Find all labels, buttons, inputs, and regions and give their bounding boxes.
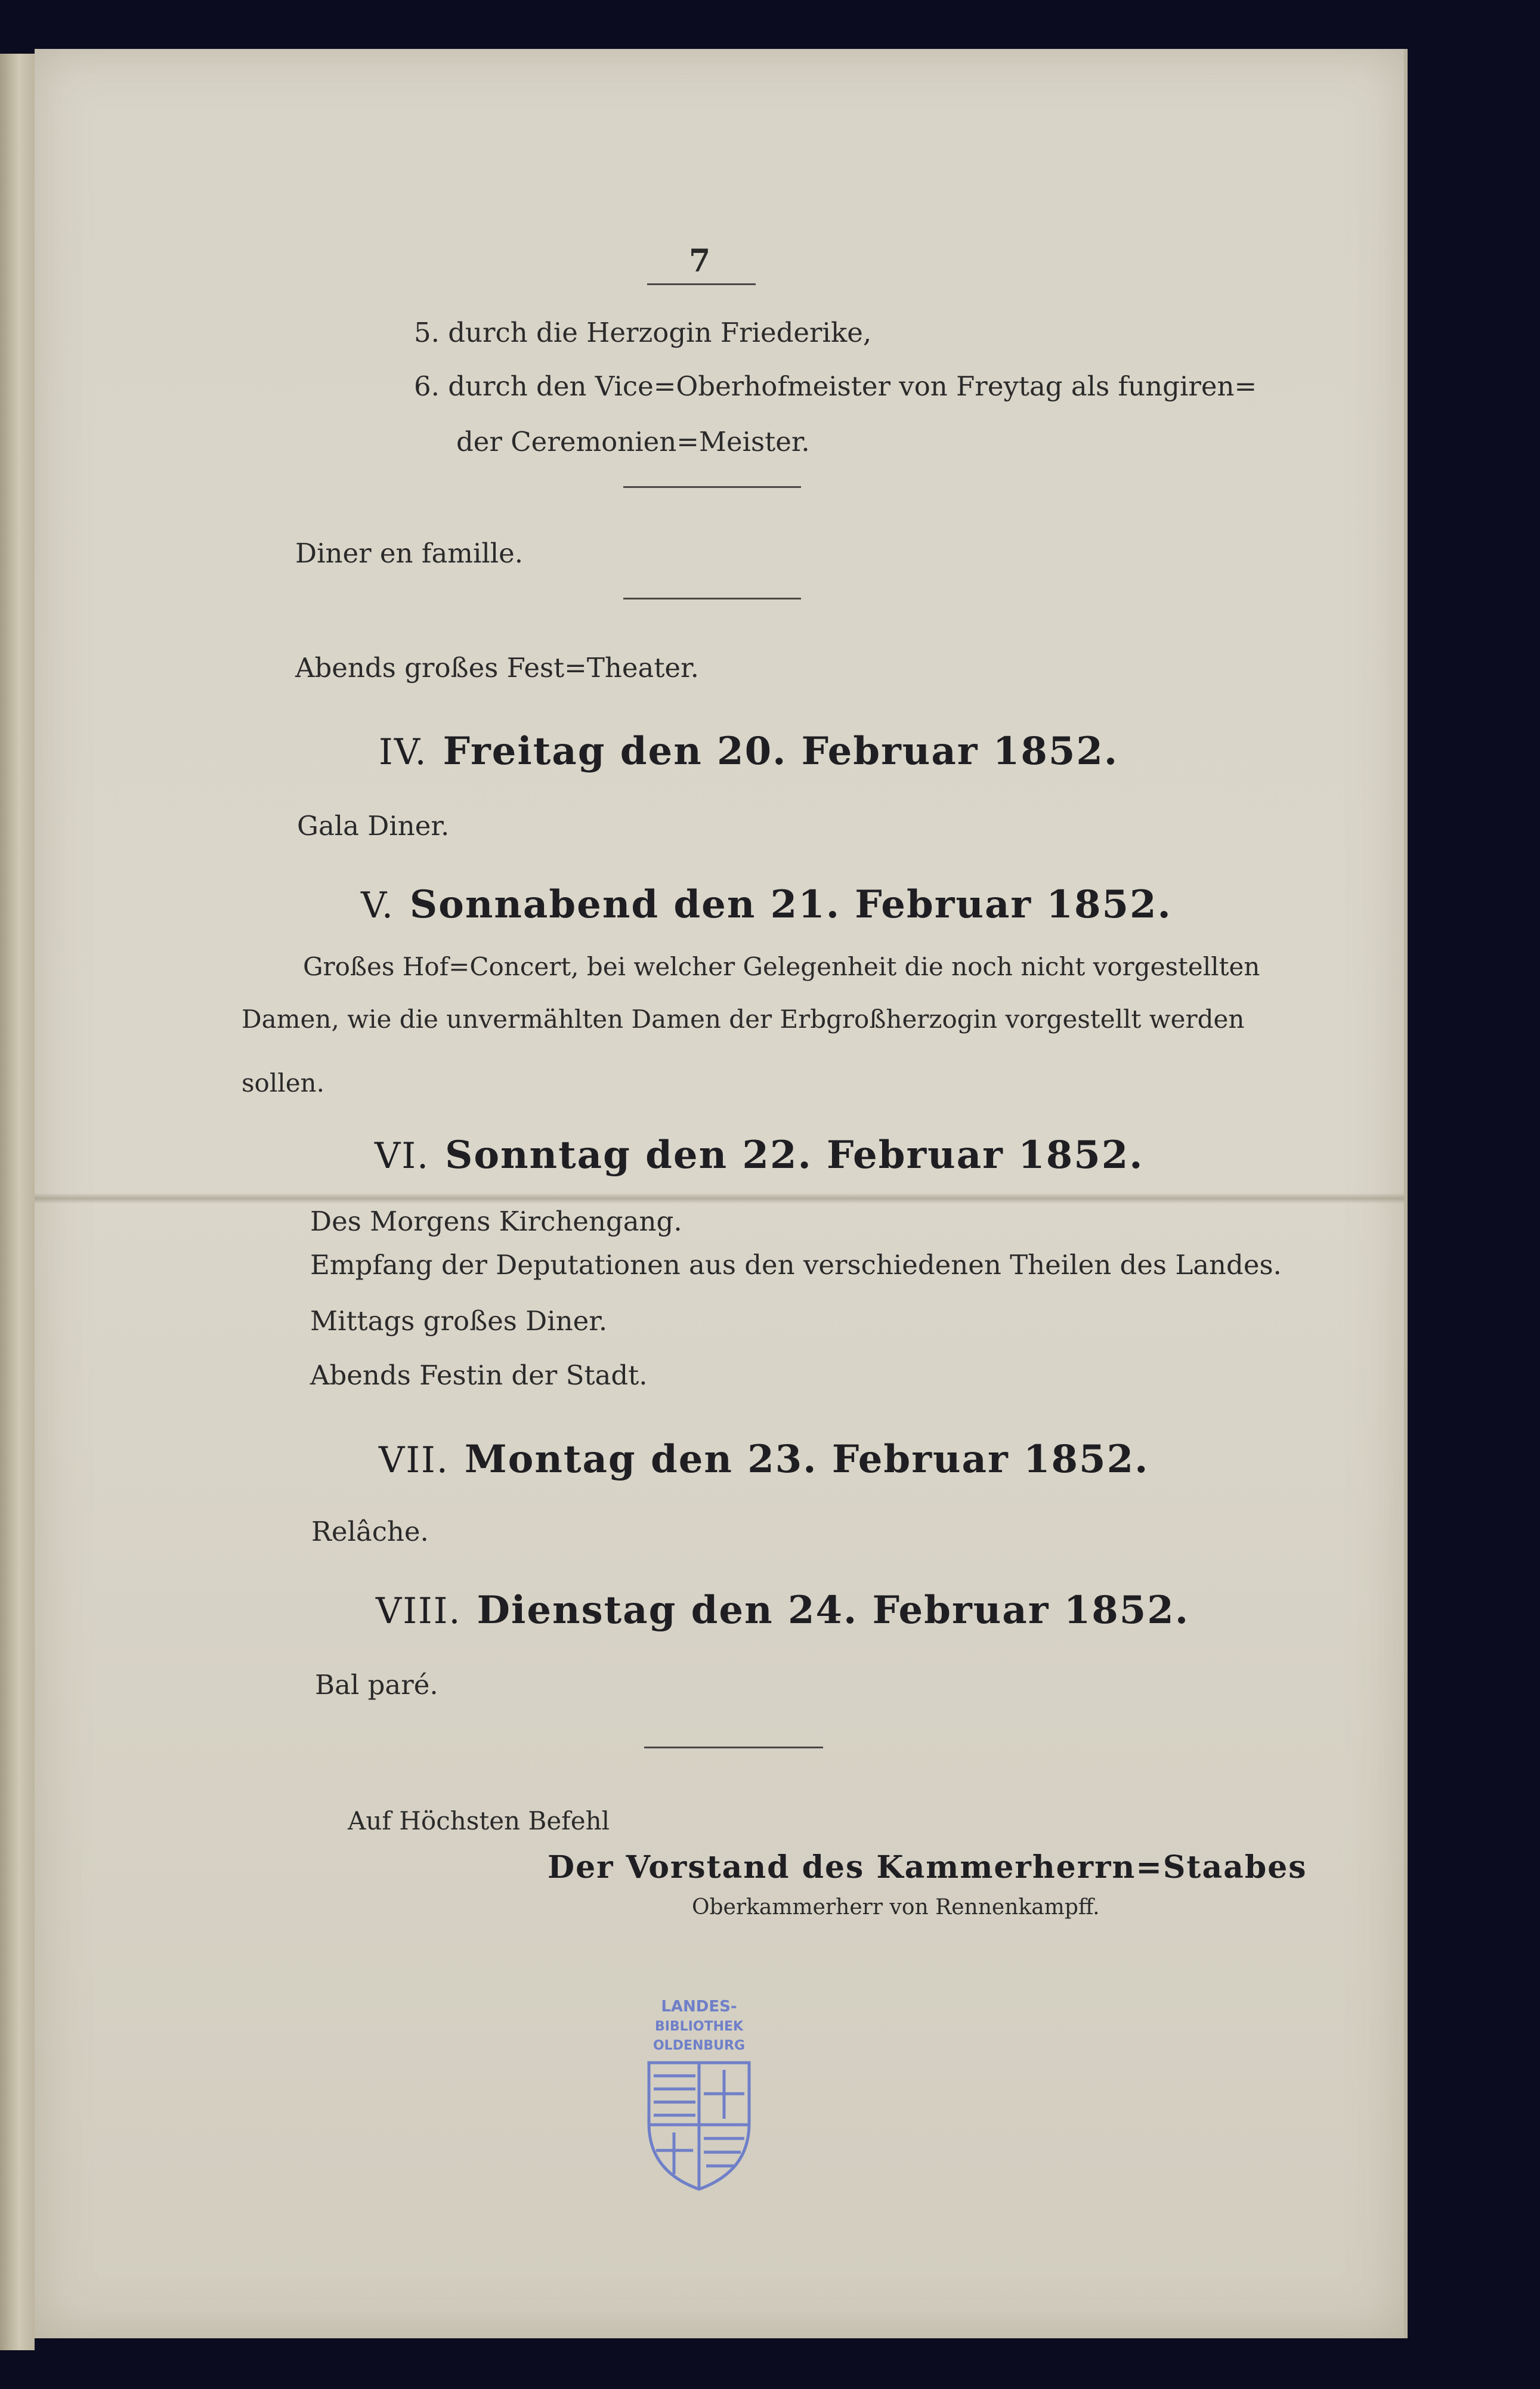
day-heading-v [361,882,1172,927]
separator-rule [623,486,801,488]
entry-mittags: Mittags großes Diner. [310,1305,608,1337]
entry-kirchengang: Des Morgens Kirchengang. [310,1206,682,1237]
day-heading-vii [379,1437,1149,1482]
day-heading-viii [376,1588,1190,1633]
list-item [414,319,871,346]
entry-concert-line: Großes Hof=Concert, bei welcher Gelegenheit die noch nicht vorgestellten [303,952,1260,981]
day-date: Dienstag den 24. Februar 1852. [477,1588,1190,1633]
entry-concert-line: sollen. [242,1068,324,1098]
entry-festin: Abends Festin der Stadt. [310,1359,648,1391]
list-item-number: 5. [414,317,440,348]
entry-concert-line: Damen, wie die unvermählten Damen der Erbgroßherzogin vorgestellt werden [242,1005,1245,1034]
list-item [414,370,1257,402]
stamp-text: OLDENBURG [653,2038,746,2053]
entry-relache: Relâche. [311,1516,429,1547]
day-heading-vi [375,1133,1144,1177]
day-heading-iv [379,729,1119,774]
signature-order: Auf Höchsten Befehl [348,1806,610,1835]
entry-fest-theater: Abends großes Fest=Theater. [295,652,699,684]
list-item-number: 6. [414,370,440,402]
list-item-continuation: der Ceremonien=Meister. [456,426,810,458]
stamp-text: LANDES- [661,1998,737,2016]
day-date: Sonntag den 22. Februar 1852. [445,1133,1144,1177]
entry-diner-famille: Diner en famille. [295,537,524,569]
page-number-rule [647,283,756,285]
list-item-text: durch den Vice=Oberhofmeister von Freytag als fungiren= [448,370,1257,402]
day-numeral: VI. [375,1135,430,1177]
day-numeral: VII. [379,1439,449,1481]
adjacent-page-edge [0,54,35,2350]
day-numeral: IV. [379,731,428,773]
day-date: Montag den 23. Februar 1852. [464,1437,1149,1482]
entry-gala-diner: Gala Diner. [297,810,450,842]
list-item-text: durch die Herzogin Friederike, [448,317,872,348]
separator-rule [623,598,801,599]
page-number: 7 [689,243,711,279]
entry-bal: Bal paré. [315,1669,438,1701]
library-stamp [639,1992,759,2195]
coat-of-arms-icon [649,2063,749,2189]
day-numeral: V. [361,885,394,926]
separator-rule [644,1747,823,1748]
stamp-text: BIBLIOTHEK [654,2019,744,2034]
entry-empfang: Empfang der Deputationen aus den verschiedenen Theilen des Landes. [310,1249,1282,1281]
signature-name: Oberkammerherr von Rennenkampff. [692,1895,1100,1920]
signature-office: Der Vorstand des Kammerherrn=Staabes [548,1849,1307,1886]
paper-fold [35,1193,1404,1204]
day-date: Sonnabend den 21. Februar 1852. [409,882,1172,927]
day-numeral: VIII. [376,1590,462,1632]
day-date: Freitag den 20. Februar 1852. [443,729,1119,774]
